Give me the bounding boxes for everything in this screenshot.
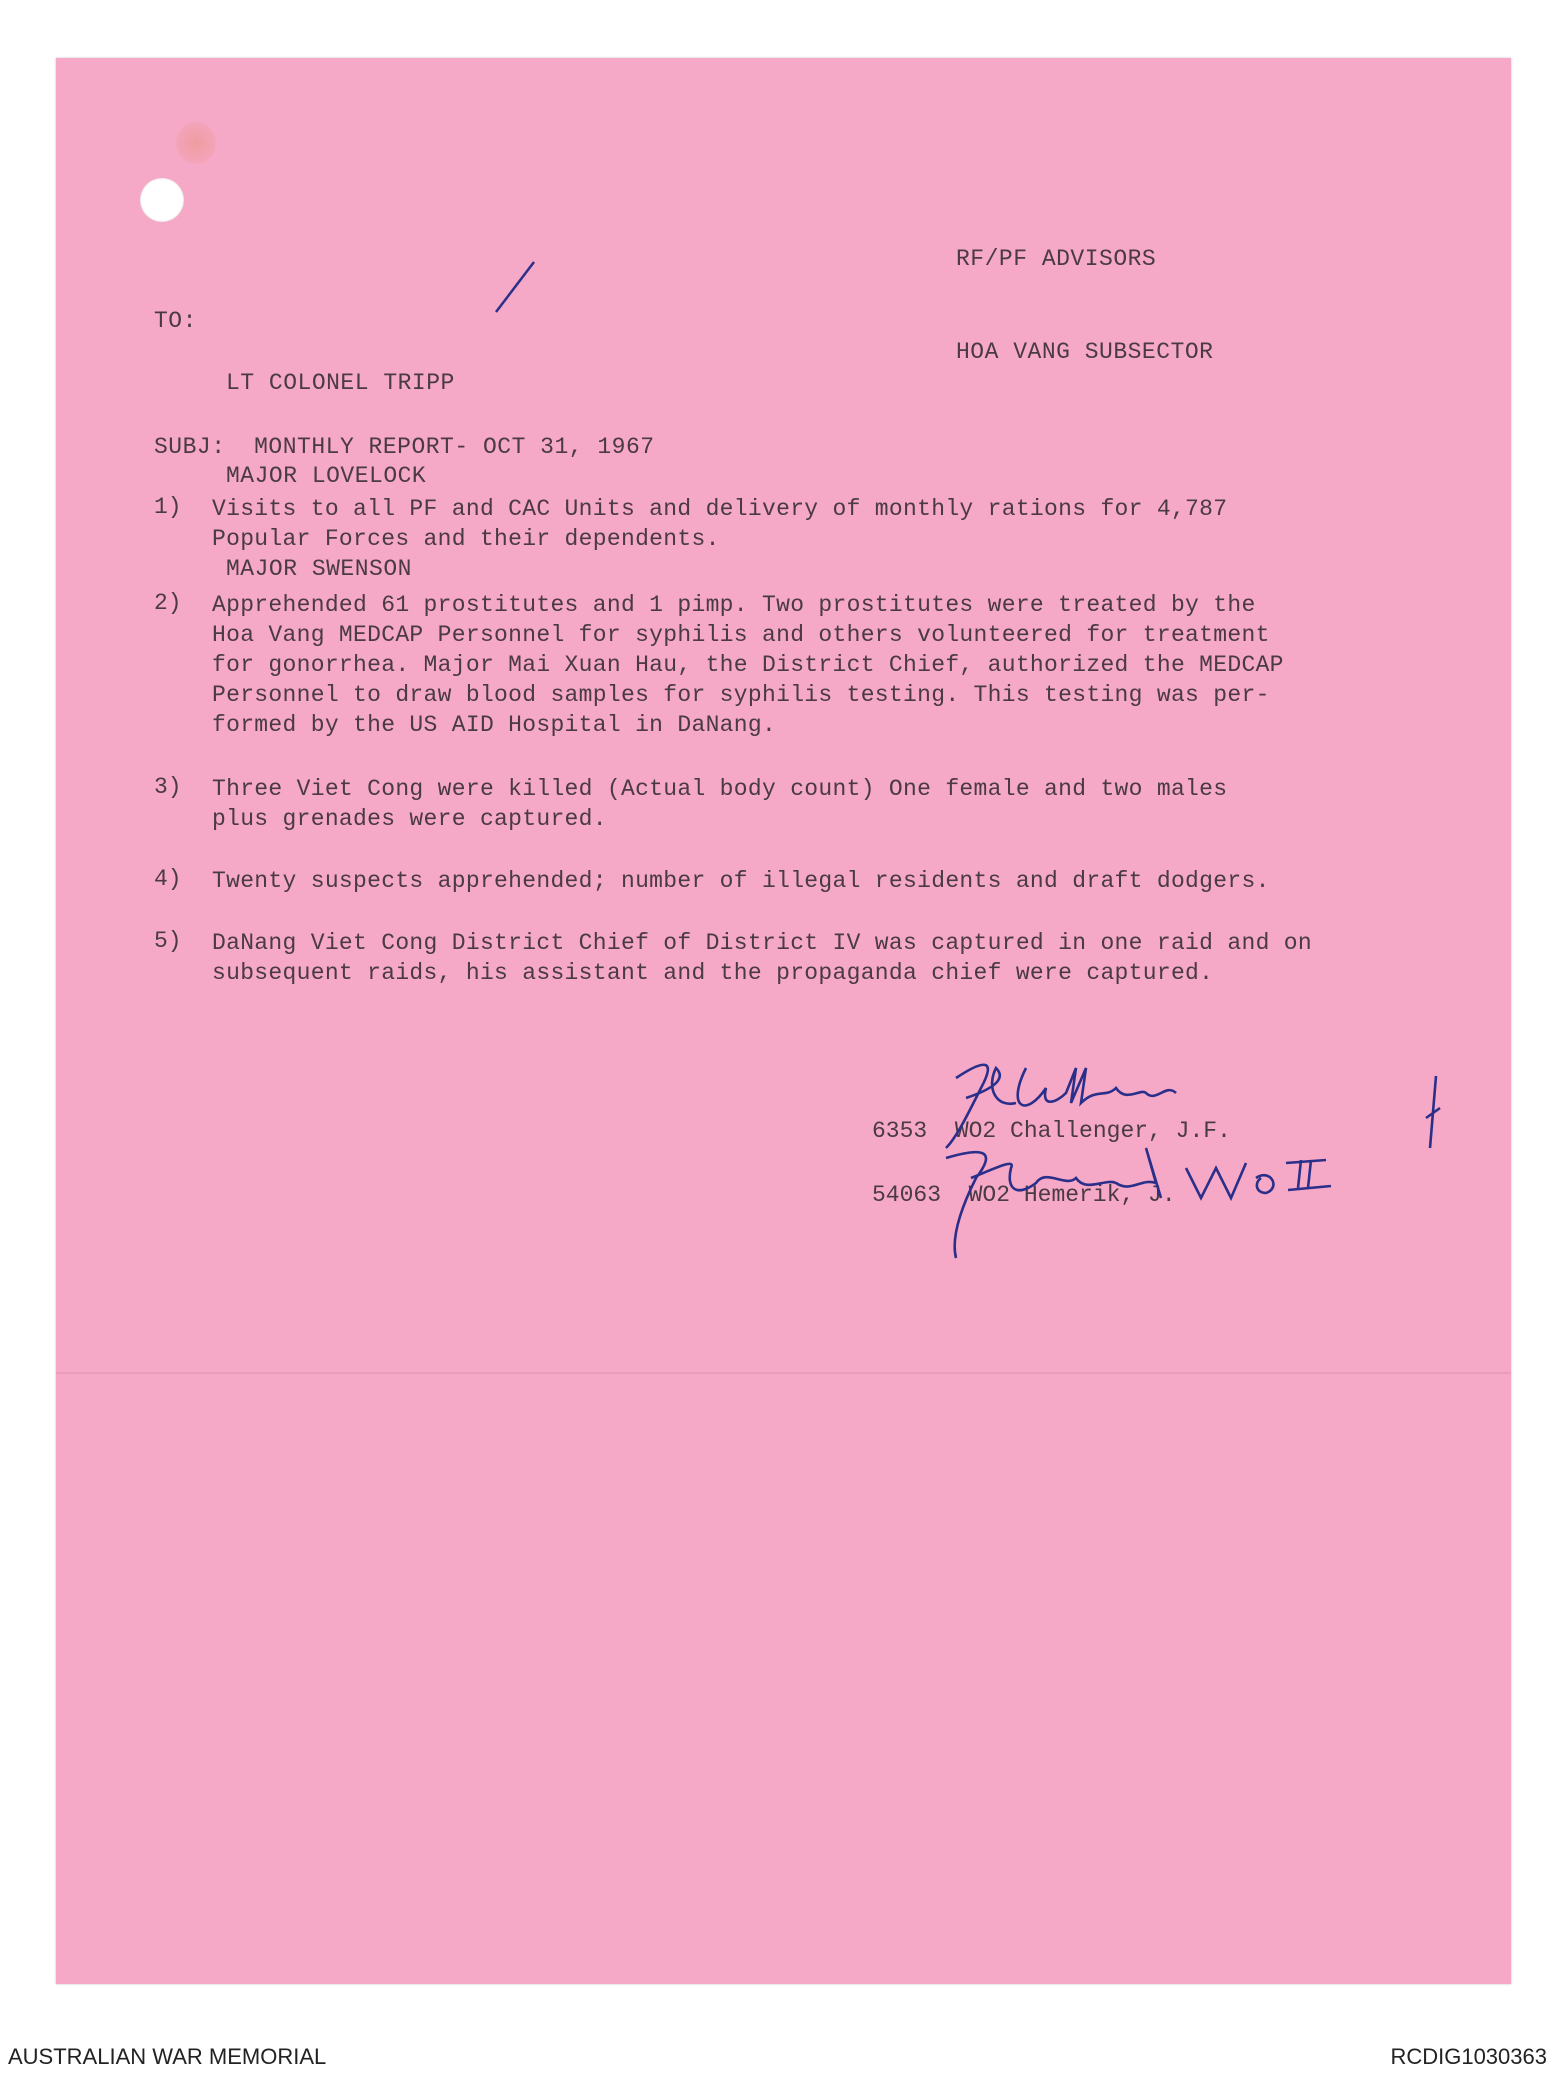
item-line: Visits to all PF and CAC Units and delivery of monthly rations for 4,787 <box>212 496 1228 522</box>
item-line: Popular Forces and their dependents. <box>212 526 720 552</box>
item-number: 4) <box>154 866 182 892</box>
signature-hemerik <box>916 1138 1376 1268</box>
recipient: MAJOR SWENSON <box>226 556 412 582</box>
item-text <box>212 590 1284 740</box>
item-line: for gonorrhea. Major Mai Xuan Hau, the District Chief, authorized the MEDCAP <box>212 652 1284 678</box>
item-line: Apprehended 61 prostitutes and 1 pimp. Two prostitutes were treated by the <box>212 592 1256 618</box>
service-number: 6353 <box>872 1118 928 1144</box>
header-line-1: RF/PF ADVISORS <box>956 246 1157 272</box>
recipient: LT COLONEL TRIPP <box>226 370 455 396</box>
signatory-name: WO2 Hemerik, J. <box>968 1182 1176 1208</box>
item-line: Hoa Vang MEDCAP Personnel for syphilis and others volunteered for treatment <box>212 622 1270 648</box>
item-number: 1) <box>154 494 182 520</box>
subject-label: SUBJ: <box>154 434 226 460</box>
subject-line <box>154 432 655 463</box>
item-text <box>212 774 1227 834</box>
footer-credit: AUSTRALIAN WAR MEMORIAL <box>8 2044 327 2069</box>
fold-line <box>56 1372 1511 1374</box>
recipient: MAJOR LOVELOCK <box>226 463 427 489</box>
item-line: DaNang Viet Cong District Chief of District IV was captured in one raid and on <box>212 930 1312 956</box>
item-number: 5) <box>154 928 182 954</box>
to-label: TO: <box>154 308 197 334</box>
document-page <box>56 58 1511 1984</box>
pen-tick-mark <box>486 258 546 318</box>
item-line: Personnel to draw blood samples for syphilis testing. This testing was per- <box>212 682 1270 708</box>
item-text <box>212 928 1312 988</box>
service-number: 54063 <box>872 1182 942 1208</box>
stain-mark <box>176 122 216 164</box>
header-line-2: HOA VANG SUBSECTOR <box>956 339 1214 365</box>
footer-catalog-id: RCDIG1030363 <box>1390 2044 1547 2069</box>
pen-mark <box>1406 1068 1466 1168</box>
sender-header <box>956 182 1213 430</box>
item-text <box>212 494 1227 554</box>
item-line: formed by the US AID Hospital in DaNang. <box>212 712 777 738</box>
item-number: 3) <box>154 774 182 800</box>
signatory-name: WO2 Challenger, J.F. <box>954 1118 1231 1144</box>
item-number: 2) <box>154 590 182 616</box>
item-line: subsequent raids, his assistant and the propaganda chief were captured. <box>212 960 1214 986</box>
subject-text: MONTHLY REPORT- OCT 31, 1967 <box>254 434 655 460</box>
punch-hole <box>140 178 184 222</box>
item-text <box>212 866 1270 896</box>
item-line: plus grenades were captured. <box>212 806 607 832</box>
item-line: Twenty suspects apprehended; number of illegal residents and draft dodgers. <box>212 868 1270 894</box>
item-line: Three Viet Cong were killed (Actual body count) One female and two males <box>212 776 1228 802</box>
